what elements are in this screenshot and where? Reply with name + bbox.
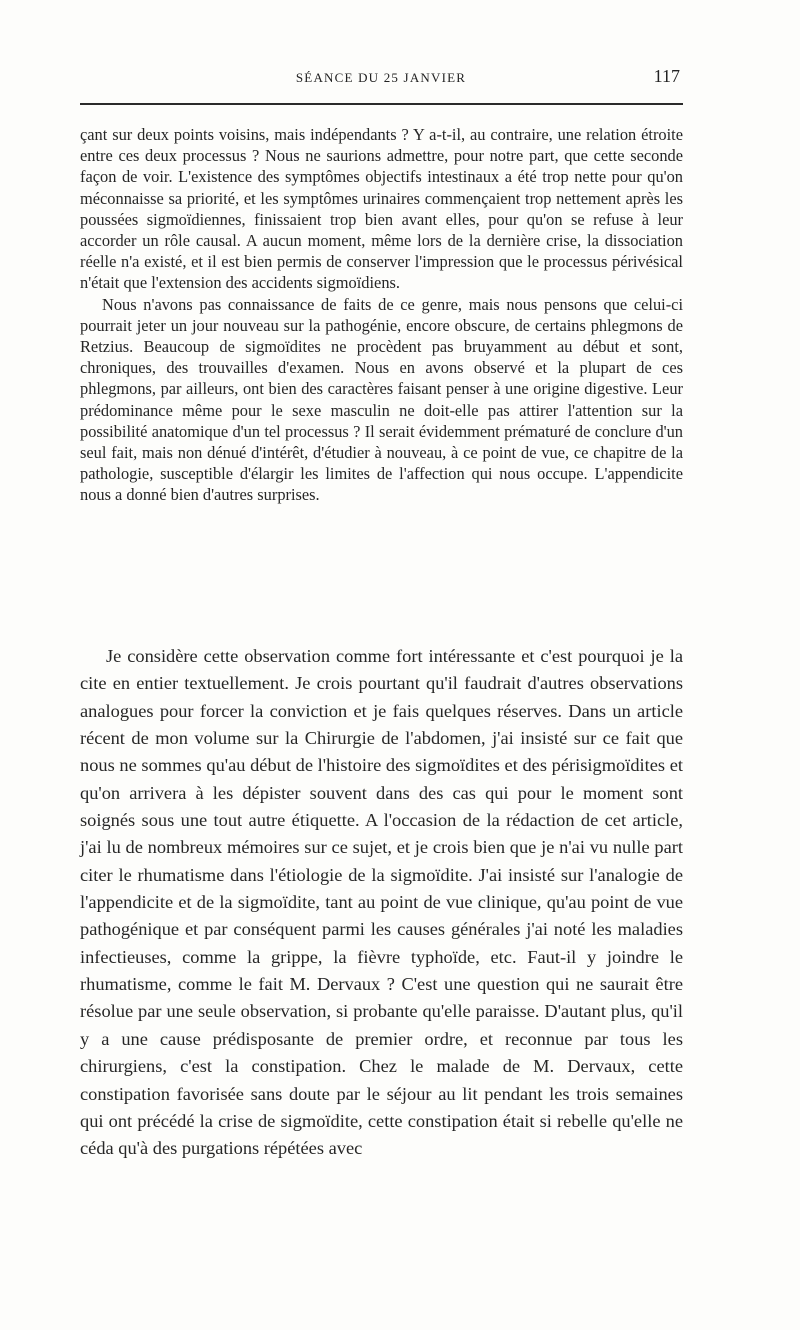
quote-paragraph-1: çant sur deux points voisins, mais indépendants ? Y a-t-il, au contraire, une relation étroite entre ces deux processus ? Nous ne saurions admettre, pour notre part, que cette seconde façon de voir. L'existence des symptômes objectifs intestinaux a été trop nette pour qu'on méconnaisse sa priorité, et les symptômes urinaires commençaient trop nettement après les poussées sigmoïdiennes, finissaient trop bien avant elles, pour qu'on se refuse à leur accorder un rôle causal. A aucun moment, même lors de la dernière crise, la dissociation réelle n'a existé, et il est bien permis de conserver l'impression que le processus périvésical n'était que l'extension des accidents sigmoïdiens. — [80, 125, 683, 293]
commentary-paragraph: Je considère cette observation comme fort intéressante et c'est pourquoi je la cite en entier textuellement. Je crois pourtant qu'il faudrait d'autres observations analogues pour forcer la conviction et je fais quelques réserves. Dans un article récent de mon volume sur la Chirurgie de l'abdomen, j'ai insisté sur ce fait que nous ne sommes qu'au début de l'histoire des sigmoïdites et des périsigmoïdites et qu'on arrivera à les dépister souvent dans des cas qui pour le moment sont soignés sous une tout autre étiquette. A l'occasion de la rédaction de cet article, j'ai lu de nombreux mémoires sur ce sujet, et je crois bien que je n'ai vu nulle part citer le rhumatisme dans l'étiologie de la sigmoïdite. J'ai insisté sur l'analogie de l'appendicite et de la sigmoïdite, tant au point de vue clinique, qu'au point de vue pathogénique et par conséquent parmi les causes générales j'ai noté les maladies infectieuses, comme la grippe, la fièvre typhoïde, etc. Faut-il y joindre le rhumatisme, comme le fait M. Dervaux ? C'est une question qui ne saurait être résolue par une seule observation, si probante qu'elle paraisse. D'autant plus, qu'il y a une cause prédisposante de premier ordre, et reconnue par tous les chirurgiens, c'est la constipation. Chez le malade de M. Dervaux, cette constipation favorisée sans doute par le séjour au lit pendant les trois semaines qui ont précédé la crise de sigmoïdite, cette constipation était si rebelle qu'elle ne céda qu'à des purgations répétées avec — [80, 646, 683, 1159]
author-commentary — [80, 643, 683, 1163]
running-title: SÉANCE DU 25 JANVIER — [295, 70, 467, 85]
page-number: 117 — [653, 66, 680, 86]
header-rule — [80, 103, 683, 105]
quoted-observation — [80, 124, 683, 506]
quote-paragraph-2: Nous n'avons pas connaissance de faits de ce genre, mais nous pensons que celui-ci pourrait jeter un jour nouveau sur la pathogénie, encore obscure, de certains phlegmons de Retzius. Beaucoup de sigmoïdites ne procèdent pas bruyamment au début et sont, chroniques, des trouvailles d'examen. Nous en avons observé et la plupart de ces phlegmons, par ailleurs, ont bien des caractères faisant penser à une origine digestive. Leur prédominance même pour le sexe masculin ne doit-elle pas attirer l'attention sur la possibilité anatomique d'un tel processus ? Il serait évidemment prématuré de conclure d'un seul fait, mais non dénué d'intérêt, d'étudier à nouveau, à ce point de vue, ce chapitre de la pathologie, susceptible d'élargir les limites de l'affection qui nous occupe. L'appendicite nous a donné bien d'autres surprises. — [80, 294, 683, 505]
running-head — [78, 66, 684, 90]
